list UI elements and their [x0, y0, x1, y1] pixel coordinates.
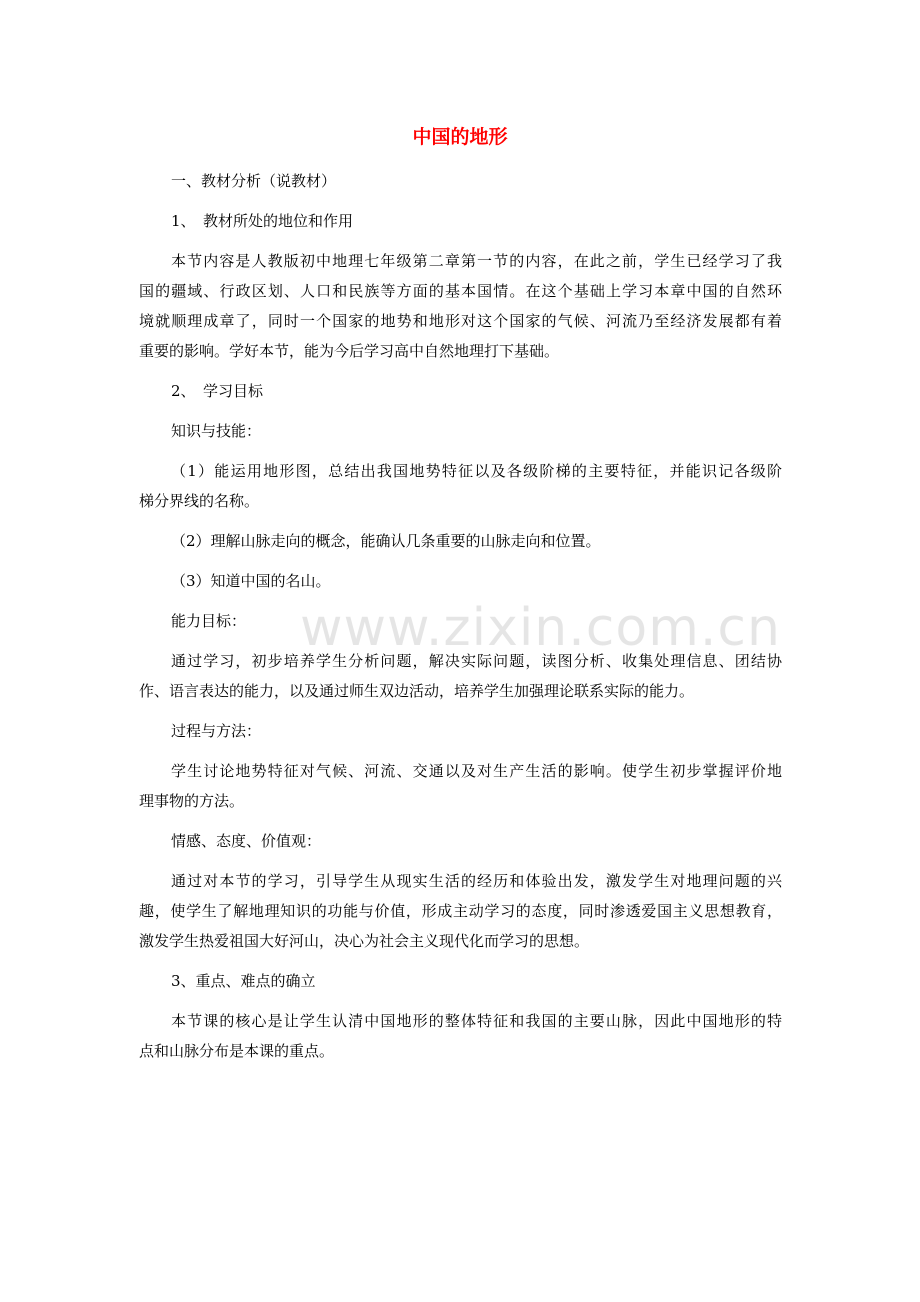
paragraph-line: 点和山脉分布是本课的重点。 [139, 1042, 335, 1060]
paragraph-line: 通过学习，初步培养学生分析问题，解决实际问题，读图分析、收集处理信息、团结协 [171, 652, 782, 670]
paragraph-line: 境就顺理成章了，同时一个国家的地势和地形对这个国家的气候、河流乃至经济发展都有着 [139, 312, 782, 330]
subsection-heading: 3、重点、难点的确立 [171, 972, 316, 990]
list-item-line: 梯分界线的名称。 [139, 492, 260, 510]
paragraph-line: 通过对本节的学习，引导学生从现实生活的经历和体验出发，激发学生对地理问题的兴 [171, 872, 782, 890]
paragraph-line: 本节课的核心是让学生认清中国地形的整体特征和我国的主要山脉，因此中国地形的特 [171, 1012, 782, 1030]
document-title: 中国的地形 [412, 126, 508, 148]
document-body [139, 166, 782, 1066]
list-item-line: （3）知道中国的名山。 [171, 572, 331, 590]
list-item-line: （1）能运用地形图，总结出我国地势特征以及各级阶梯的主要特征，并能识记各级阶 [171, 462, 782, 480]
subsection-heading: 2、 学习目标 [171, 382, 264, 400]
subsection-heading: 1、 教材所处的地位和作用 [171, 212, 354, 230]
paragraph-line: 作、语言表达的能力，以及通过师生双边活动，培养学生加强理论联系实际的能力。 [139, 682, 695, 700]
paragraph-line: 重要的影响。学好本节，能为今后学习高中自然地理打下基础。 [139, 342, 560, 360]
list-item-line: （2）理解山脉走向的概念，能确认几条重要的山脉走向和位置。 [171, 532, 601, 550]
paragraph-line: 国的疆域、行政区划、人口和民族等方面的基本国情。在这个基础上学习本章中国的自然环 [139, 282, 782, 300]
paragraph-line: 理事物的方法。 [139, 792, 245, 810]
watermark-text: www.zixin.com.cn [300, 598, 781, 658]
paragraph-line: 趣，使学生了解地理知识的功能与价值，形成主动学习的态度，同时渗透爱国主义思想教育， [139, 902, 782, 920]
paragraph-line: 本节内容是人教版初中地理七年级第二章第一节的内容，在此之前，学生已经学习了我 [171, 252, 782, 270]
paragraph-line: 激发学生热爱祖国大好河山，决心为社会主义现代化而学习的思想。 [139, 932, 590, 950]
goal-heading: 能力目标： [171, 612, 247, 630]
goal-heading: 知识与技能： [171, 422, 262, 440]
paragraph-line: 学生讨论地势特征对气候、河流、交通以及对生产生活的影响。使学生初步掌握评价地 [171, 762, 782, 780]
goal-heading: 过程与方法： [171, 722, 262, 740]
section-heading: 一、教材分析（说教材） [171, 172, 337, 190]
goal-heading: 情感、态度、价值观： [171, 832, 322, 850]
